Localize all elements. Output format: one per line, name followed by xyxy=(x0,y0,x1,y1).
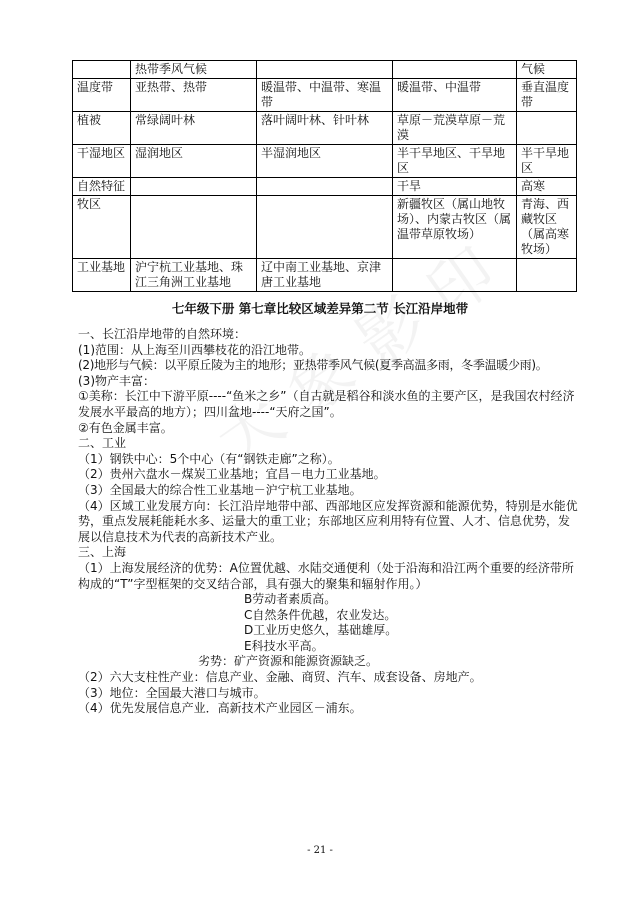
table-row xyxy=(73,145,577,178)
table-cell: 干湿地区 xyxy=(73,145,131,178)
table-row xyxy=(73,196,577,259)
table-cell: 湿润地区 xyxy=(131,145,257,178)
table-cell: 沪宁杭工业基地、珠江三角洲工业基地 xyxy=(131,259,257,292)
table-cell xyxy=(393,61,517,79)
table-row xyxy=(73,112,577,145)
table-cell: 常绿阔叶林 xyxy=(131,112,257,145)
table-cell: 温度带 xyxy=(73,79,131,112)
table-cell: 半干旱地区 xyxy=(517,145,577,178)
text-line: E科技水平高。 xyxy=(244,638,324,653)
table-cell xyxy=(131,178,257,196)
table-cell: 辽中南工业基地、京津唐工业基地 xyxy=(257,259,393,292)
text-line: 劣势：矿产资源和能源资源缺乏。 xyxy=(198,654,379,669)
text-line: ②有色金属丰富。 xyxy=(78,420,173,435)
text-line: (2)地形与气候：以平原丘陵为主的地形；亚热带季风气候(夏季高温多雨，冬季温暖少雨)。 xyxy=(78,358,548,373)
text-line: （4）优先发展信息产业．高新技术产业园区－浦东。 xyxy=(78,701,362,716)
table-row xyxy=(73,79,577,112)
table-cell: 植被 xyxy=(73,112,131,145)
table-row xyxy=(73,259,577,292)
page-number: - 21 - xyxy=(307,845,333,856)
table-cell: 半湿润地区 xyxy=(257,145,393,178)
table-cell: 干旱 xyxy=(393,178,517,196)
text-line: (1)范围：从上海至川西攀枝花的沿江地带。 xyxy=(78,342,311,357)
text-line: （3）全国最大的综合性工业基地－沪宁杭工业基地。 xyxy=(78,482,362,497)
table-cell: 高寒 xyxy=(517,178,577,196)
table-cell xyxy=(393,259,517,292)
text-paragraph: （1）上海发展经济的优势：A位置优越、水陆交通便利（处于沿海和沿江两个重要的经济带所构成的“T”字型框架的交叉结合部，具有强大的聚集和辐射作用。） xyxy=(78,560,574,591)
text-line: （2）六大支柱性产业：信息产业、金融、商贸、汽车、成套设备、房地产。 xyxy=(78,670,482,685)
text-line: （1）钢铁中心：5个中心（有“钢铁走廊”之称）。 xyxy=(78,451,340,466)
text-line: （2）贵州六盘水－煤炭工业基地；宜昌－电力工业基地。 xyxy=(78,467,386,482)
heading-line: 二、工业 xyxy=(78,436,127,451)
table-cell: 热带季风气候 xyxy=(131,61,257,79)
table-cell: 垂直温度带 xyxy=(517,79,577,112)
table-cell xyxy=(131,196,257,259)
table-cell: 暖温带、中温带 xyxy=(393,79,517,112)
table-cell: 暖温带、中温带、寒温带 xyxy=(257,79,393,112)
table-cell: 落叶阔叶林、针叶林 xyxy=(257,112,393,145)
table-cell: 亚热带、热带 xyxy=(131,79,257,112)
text-line: (3)物产丰富： xyxy=(78,373,155,388)
table-cell xyxy=(257,178,393,196)
table-cell xyxy=(257,61,393,79)
text-line: B劳动者素质高。 xyxy=(244,592,337,607)
text-paragraph: ①美称：长江中下游平原----“鱼米之乡”（自古就是稻谷和淡水鱼的主要产区，是我国农村经济发展水平最高的地方）；四川盆地----“天府之国”。 xyxy=(78,389,575,419)
table-cell: 半干旱地区、干旱地区 xyxy=(393,145,517,178)
text-line: D工业历史悠久，基础雄厚。 xyxy=(244,623,398,638)
table-cell: 牧区 xyxy=(73,196,131,259)
table-cell: 工业基地 xyxy=(73,259,131,292)
heading-line: 三、上海 xyxy=(78,545,127,560)
comparison-table xyxy=(72,60,577,292)
table-cell xyxy=(517,112,577,145)
table-cell xyxy=(73,61,131,79)
text-line: （3）地位：全国最大港口与城市。 xyxy=(78,685,266,700)
text-line: C自然条件优越，农业发达。 xyxy=(244,607,397,622)
table-cell xyxy=(517,259,577,292)
table-cell: 自然特征 xyxy=(73,178,131,196)
table-cell: 新疆牧区（属山地牧场）、内蒙古牧区（属温带草原牧场） xyxy=(393,196,517,259)
section-title: 七年级下册 第七章比较区域差异第二节 长江沿岸地带 xyxy=(171,301,469,316)
document-body xyxy=(78,327,578,717)
table-cell: 气候 xyxy=(517,61,577,79)
table-row xyxy=(73,178,577,196)
table-row xyxy=(73,61,577,79)
heading-line: 一、长江沿岸地带的自然环境： xyxy=(78,327,247,341)
text-paragraph: （4）区域工业发展方向：长江沿岸地带中部、西部地区应发挥资源和能源优势，特别是水能优势，重点发展耗能耗水多、运量大的重工业；东部地区应利用特有位置、人才、信息优势，发展以信息技术为代表的高新技术产业。 xyxy=(78,498,578,544)
table-cell xyxy=(257,196,393,259)
table-cell: 草原－荒漠草原－荒漠 xyxy=(393,112,517,145)
table-cell: 青海、西藏牧区（属高寒牧场） xyxy=(517,196,577,259)
